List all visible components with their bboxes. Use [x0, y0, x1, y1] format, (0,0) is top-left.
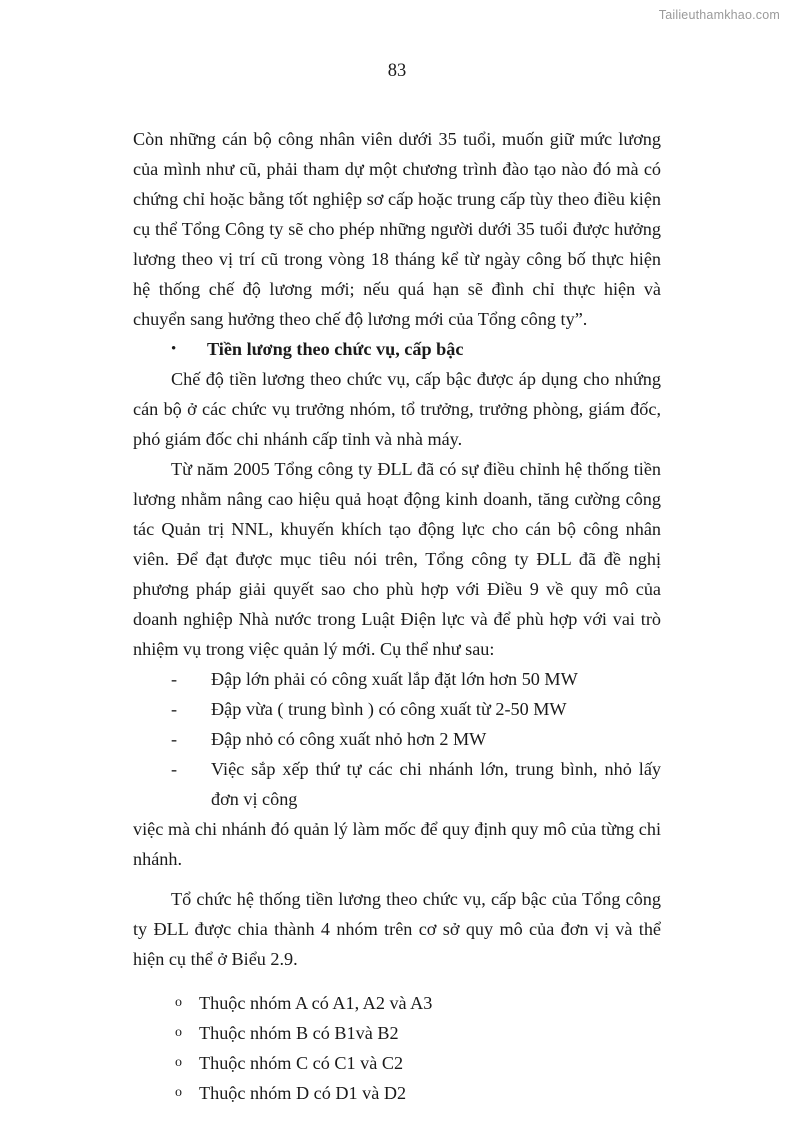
spacer — [133, 874, 661, 884]
paragraph-2: Chế độ tiền lương theo chức vụ, cấp bậc được áp dụng cho nhứng cán bộ ở các chức vụ trưởng nhóm, tổ trưởng, trưởng phòng, giám đốc, phó giám đốc chi nhánh cấp tỉnh và nhà máy. — [133, 368, 661, 449]
dash-marker-icon — [171, 724, 211, 754]
list-item — [133, 754, 661, 814]
page-content — [133, 0, 661, 1108]
list-item — [133, 988, 661, 1018]
list-item — [133, 1048, 661, 1078]
list-item — [133, 724, 661, 754]
page-number: 83 — [387, 61, 407, 81]
dash-marker-icon — [171, 754, 211, 814]
list-item-label: Thuộc nhóm D có D1 và D2 — [199, 1082, 407, 1103]
bullet-heading — [133, 334, 661, 364]
dash-marker-icon — [171, 664, 211, 694]
paragraph-3: Từ năm 2005 Tổng công ty ĐLL đã có sự điều chỉnh hệ thống tiền lương nhằm nâng cao hiệu quả hoạt động kinh doanh, tăng cường công tác Quản trị NNL, khuyến khích tạo động lực cho cán bộ công nhân viên. Để đạt được mục tiêu nói trên, Tổng công ty ĐLL đã đề nghị phương pháp giải quyết sao cho phù hợp với Điều 9 về quy mô của doanh nghiệp Nhà nước trong Luật Điện lực và để phù hợp với vai trò nhiệm vụ trong việc quản lý mới. Cụ thể như sau: — [133, 458, 661, 659]
paragraph-1: Còn những cán bộ công nhân viên dưới 35 tuổi, muốn giữ mức lương của mình như cũ, phải tham dự một chương trình đào tạo nào đó mà có chứng chỉ hoặc bằng tốt nghiệp sơ cấp hoặc trung cấp tùy theo điều kiện cụ thể Tổng Công ty sẽ cho phép những người dưới 35 tuổi được hưởng lương theo vị trí cũ trong vòng 18 tháng kể từ ngày công bố thực hiện hệ thống chế độ lương mới; nếu quá hạn sẽ đình chỉ thực hiện và chuyển sang hưởng theo chế độ lương mới của Tổng công ty”. — [133, 128, 661, 329]
spacer — [133, 974, 661, 988]
list-item-label: Thuộc nhóm B có B1và B2 — [199, 1022, 399, 1043]
list-item-label: Đập vừa ( trung bình ) có công xuất từ 2-50 MW — [211, 698, 567, 719]
list-item — [133, 1018, 661, 1048]
bullet-heading-label: Tiền lương theo chức vụ, cấp bậc — [207, 338, 464, 359]
circle-marker-icon — [175, 1018, 199, 1048]
list-item-label: Thuộc nhóm A có A1, A2 và A3 — [199, 992, 433, 1013]
list-item — [133, 1078, 661, 1108]
circle-marker-icon — [175, 988, 199, 1018]
list-item-label: Đập nhỏ có công xuất nhỏ hơn 2 MW — [211, 728, 487, 749]
list-item — [133, 664, 661, 694]
list-item-label: Thuộc nhóm C có C1 và C2 — [199, 1052, 404, 1073]
list-item — [133, 694, 661, 724]
dash-marker-icon — [171, 694, 211, 724]
paragraph-4: Tổ chức hệ thống tiền lương theo chức vụ, cấp bậc của Tổng công ty ĐLL được chia thành 4 nhóm trên cơ sở quy mô của đơn vị và thể hiện cụ thể ở Biểu 2.9. — [133, 888, 661, 969]
list-item-continuation: việc mà chi nhánh đó quản lý làm mốc để quy định quy mô của từng chi nhánh. — [133, 818, 661, 869]
list-item-label: Đập lớn phải có công xuất lắp đặt lớn hơn 50 MW — [211, 668, 578, 689]
bullet-marker-icon — [171, 334, 207, 364]
circle-marker-icon — [175, 1078, 199, 1108]
circle-marker-icon — [175, 1048, 199, 1078]
watermark-text: Tailieuthamkhao.com — [658, 8, 780, 22]
list-item-label: Việc sắp xếp thứ tự các chi nhánh lớn, trung bình, nhỏ lấy đơn vị công — [211, 758, 661, 809]
